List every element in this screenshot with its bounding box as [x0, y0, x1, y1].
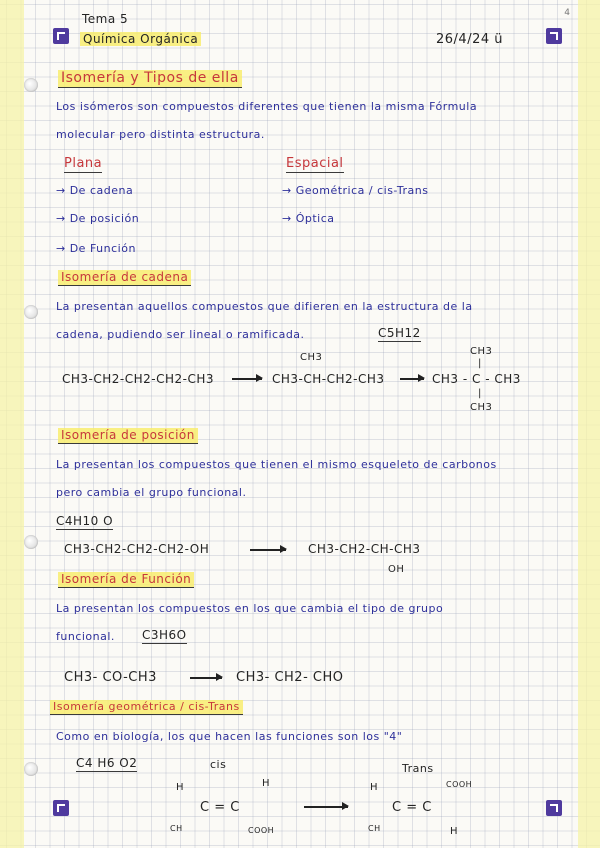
neo-bottom-ch3: CH3 [470, 402, 493, 413]
arrow-icon [190, 677, 222, 679]
cis-label: cis [210, 758, 227, 771]
corner-mark-icon [53, 800, 69, 816]
formula-c4h6o2: C4 H6 O2 [76, 756, 138, 770]
binder-hole [24, 535, 38, 549]
arrow-icon [304, 806, 348, 808]
left-highlight-margin [0, 0, 24, 848]
cis-double-bond: C = C [200, 800, 240, 815]
formula-c3h6o: C3H6O [142, 628, 187, 642]
neopentane: CH3 - C - CH3 [432, 372, 521, 386]
page-number: 4 [564, 8, 570, 18]
cadena-line-1: La presentan aquellos compuestos que difieren en la estructura de la [56, 300, 473, 313]
right-highlight-margin [578, 0, 600, 848]
topic-label: Tema 5 [82, 12, 129, 26]
acetone: CH3- CO-CH3 [64, 670, 157, 685]
isopentane: CH3-CH-CH2-CH3 [272, 372, 385, 386]
date-label: 26/4/24 ü [436, 32, 503, 47]
formula-c5h12: C5H12 [378, 326, 421, 340]
arrow-icon [232, 378, 262, 380]
trans-label: Trans [402, 762, 434, 775]
subject-label: Química Orgánica [80, 32, 201, 46]
intro-line-1: Los isómeros son compuestos diferentes que tienen la misma Fórmula [56, 100, 478, 113]
list-item-geometrica: → Geométrica / cis-Trans [282, 184, 429, 197]
section-title-funcion: Isomería de Función [58, 572, 194, 588]
cis-cooh-group: COOH [248, 826, 275, 835]
cadena-line-2: cadena, pudiendo ser lineal o ramificada. [56, 328, 305, 341]
geometrica-line-1: Como en biología, los que hacen las funciones son los "4" [56, 730, 403, 743]
trans-cooh-group: COOH [446, 780, 473, 789]
funcion-line-1: La presentan los compuestos en los que cambia el tipo de grupo [56, 602, 444, 615]
binder-hole [24, 762, 38, 776]
linear-pentane: CH3-CH2-CH2-CH2-CH3 [62, 372, 215, 386]
list-item-funcion: → De Función [56, 242, 136, 255]
binder-hole [24, 78, 38, 92]
trans-ch-group: CH [368, 824, 381, 833]
propanal: CH3- CH2- CHO [236, 670, 344, 685]
posicion-line-1: La presentan los compuestos que tienen el mismo esqueleto de carbonos [56, 458, 497, 471]
trans-h-right: H [450, 826, 459, 837]
butanol: CH3-CH2-CH2-CH2-OH [64, 542, 210, 556]
intro-line-2: molecular pero distinta estructura. [56, 128, 265, 141]
hydroxyl-group: OH [388, 564, 405, 575]
section-title-cadena: Isomería de cadena [58, 270, 191, 286]
arrow-icon [400, 378, 424, 380]
corner-mark-icon [546, 800, 562, 816]
corner-mark-icon [546, 28, 562, 44]
formula-c4h10o: C4H10 O [56, 514, 114, 528]
neo-bond-top: | [478, 358, 482, 369]
cis-ch-group: CH [170, 824, 183, 833]
cis-h-left: H [176, 782, 185, 793]
neo-top-ch3: CH3 [470, 346, 493, 357]
list-item-cadena: → De cadena [56, 184, 134, 197]
binder-hole [24, 305, 38, 319]
heading-plana: Plana [64, 156, 103, 171]
list-item-optica: → Óptica [282, 212, 335, 225]
corner-mark-icon [53, 28, 69, 44]
trans-h-left: H [370, 782, 379, 793]
posicion-line-2: pero cambia el grupo funcional. [56, 486, 247, 499]
neo-bond-bottom: | [478, 388, 482, 399]
section-title-posicion: Isomería de posición [58, 428, 198, 444]
branch-ch3: CH3 [300, 352, 323, 363]
list-item-posicion: → De posición [56, 212, 140, 225]
section-title-geometrica: Isomería geométrica / cis-Trans [50, 700, 243, 715]
trans-double-bond: C = C [392, 800, 432, 815]
butan-2-ol: CH3-CH2-CH-CH3 [308, 542, 421, 556]
arrow-icon [250, 549, 286, 551]
funcion-line-2: funcional. [56, 630, 115, 643]
section-title-isomeria: Isomería y Tipos de ella [58, 70, 242, 88]
heading-espacial: Espacial [286, 156, 344, 171]
cis-h-right: H [262, 778, 271, 789]
